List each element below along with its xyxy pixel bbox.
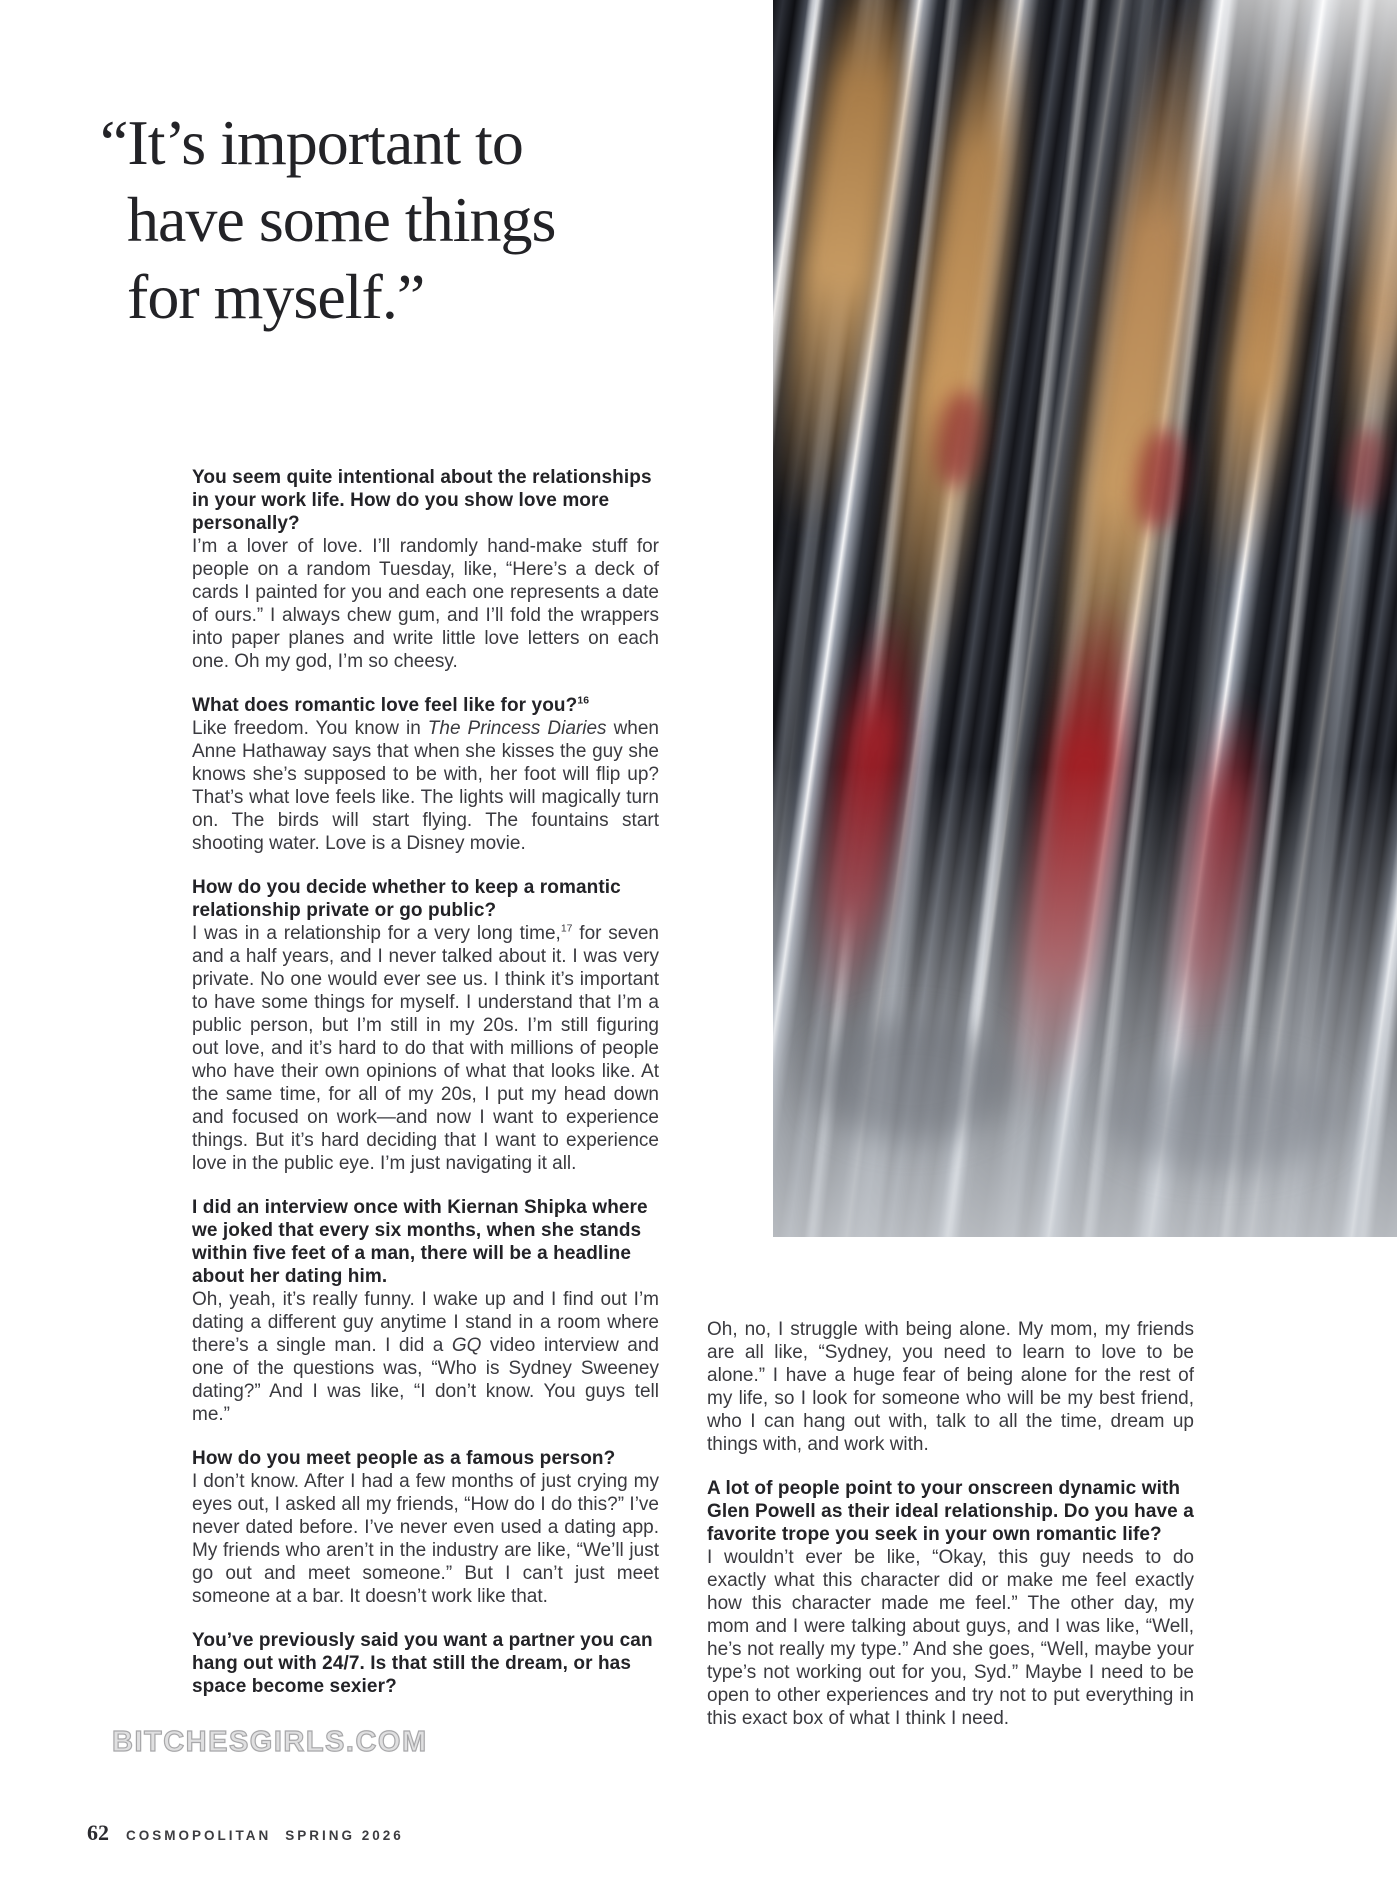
issue-date: SPRING 2026 [285,1828,404,1843]
interview-column-right [707,1318,1194,1730]
interview-question: I did an interview once with Kiernan Shipka where we joked that every six months, when she stands within five feet of a man, there will be a headline about her dating him. [192,1197,648,1287]
pull-quote-line: have some things [127,184,556,255]
interview-question: You seem quite intentional about the relationships in your work life. How do you show love more personally? [192,467,652,534]
interview-answer: Like freedom. You know in The Princess Diaries when Anne Hathaway says that when she kisses the guy she knows she’s supposed to be with, her foot will flip up? That’s what love feels like. The lights will magically turn on. The birds will start flying. The fountains start shooting water. Love is a Disney movie. [192,718,660,854]
interview-answer: I was in a relationship for a very long time,$^{17}$ for seven and a half years, and I never talked about it. I was very private. No one would ever see us. I think it’s important to have some things for myself. I understand that I’m a public person, but I’m still in my 20s. I’m still figuring out love, and it’s hard to do that with millions of people who have their own opinions of what that looks like. At the same time, for all of my 20s, I put my head down and focused on work—and now I want to experience things. But it’s hard deciding that I want to experience love in the public eye. I’m just navigating it all. [192,923,659,1174]
photo-bottom-shadow [813,1020,1013,1140]
interview-question: What does romantic love feel like for you?$^{16}$ [192,695,590,716]
interview-answer: I’m a lover of love. I’ll randomly hand-make stuff for people on a random Tuesday, like, “Here’s a deck of cards I painted for you and each one represents a date of ours.” I always chew gum, and I’ll fold the wrappers into paper planes and write little love letters on each one. Oh my god, I’m so cheesy. [192,536,659,672]
interview-column-left [192,466,659,1698]
magazine-name: COSMOPOLITAN [126,1828,272,1843]
interview-question: A lot of people point to your onscreen dynamic with Glen Powell as their ideal relationship. Do you have a favorite trope you seek in your own romantic life? [707,1478,1194,1545]
interview-question: How do you decide whether to keep a romantic relationship private or go public? [192,877,621,921]
interview-answer: I wouldn’t ever be like, “Okay, this guy needs to do exactly what this character did or make me feel exactly how this character made me feel.” The other day, my mom and I were talking about guys, and I was like, “Well, he’s not really my type.” And she goes, “Well, maybe your type’s not working out for you, Syd.” Maybe I need to be open to other experiences and try not to put everything in this exact box of what I think I need. [707,1547,1194,1729]
interview-question: You’ve previously said you want a partner you can hang out with 24/7. Is that still the dream, or has space become sexier? [192,1630,653,1697]
interview-answer: I don’t know. After I had a few months of just crying my eyes out, I asked all my friends, “How do I do this?” I’ve never dated before. I’ve never even used a dating app. My friends who aren’t in the industry are like, “We’ll just go out and meet someone.” But I can’t just meet someone at a bar. It doesn’t work like that. [192,1471,659,1607]
pull-quote-line: “It’s important to [100,107,523,178]
page-footer [87,1820,404,1846]
hero-photo-fluted-metal-reflection [773,0,1397,1237]
site-watermark: BITCHESGIRLS.COM [112,1726,428,1758]
page-number: 62 [87,1820,109,1845]
photo-bottom-shadow [1103,1060,1343,1170]
pull-quote-line: for myself.” [127,261,425,332]
interview-answer: Oh, yeah, it’s really funny. I wake up and I find out I’m dating a different guy anytime I stand in a room where there’s a single man. I did a GQ video interview and one of the questions was, “Who is Sydney Sweeney dating?” And I was like, “I don’t know. You guys tell me.” [192,1289,659,1425]
interview-answer: Oh, no, I struggle with being alone. My mom, my friends are all like, “Sydney, you need to learn to love to be alone.” I have a huge fear of being alone for the rest of my life, so I look for someone who will be my best friend, who I can hang out with, talk to all the time, dream up things with, and work with. [707,1319,1194,1455]
pull-quote [100,104,687,335]
interview-question: How do you meet people as a famous person? [192,1448,616,1469]
